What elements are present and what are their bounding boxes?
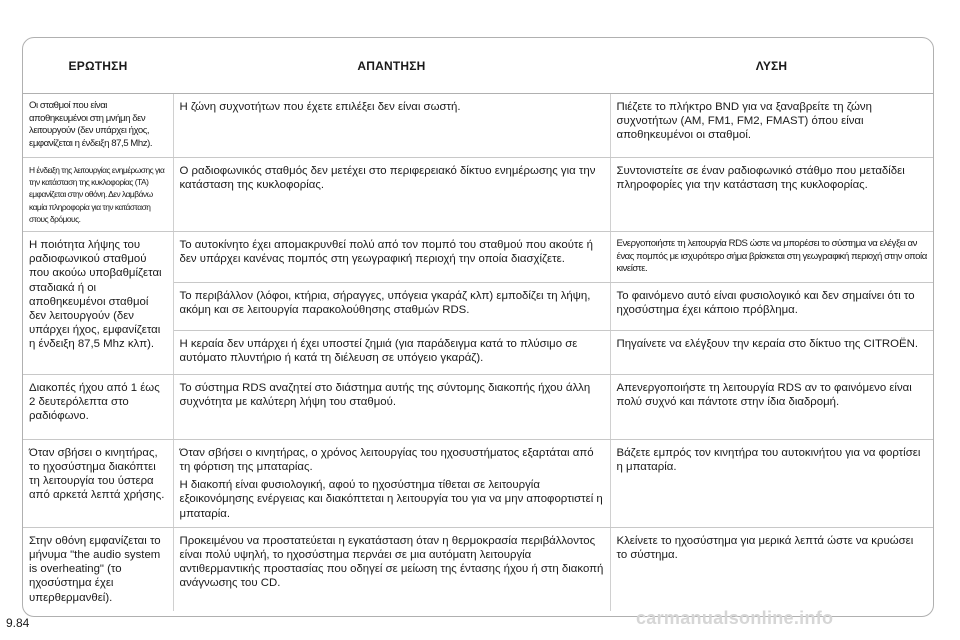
row-solution: Το φαινόμενο αυτό είναι φυσιολογικό και δεν σημαίνει ότι το ηχοσύστημα έχει κάποιο πρόβλημα. (610, 282, 933, 330)
table-row (23, 158, 933, 232)
row-answer: Ο ραδιοφωνικός σταθμός δεν μετέχει στο περιφερειακό δίκτυο ενημέρωσης για την κατάσταση της κυκλοφορίας. (173, 158, 610, 232)
table-row (23, 374, 933, 439)
row-answer: Προκειμένου να προστατεύεται η εγκατάσταση όταν η θερμοκρασία περιβάλλοντος είναι πολύ υψηλή, το ηχοσύστημα περνάει σε μια αυτόματη λειτουργία αντιθερμαντικής προστασίας που οδηγεί σε μείωση της έντασης ήχου ή στη διακοπή ανάγνωσης του CD. (173, 527, 610, 611)
table-header-row (23, 38, 933, 94)
page-number: 9.84 (6, 616, 30, 630)
row-answer-paragraph: Όταν σβήσει ο κινητήρας, ο χρόνος λειτουργίας του ηχοσυστήματος εξαρτάται από τη φόρτιση της μπαταρίας. (179, 446, 594, 473)
table-row (23, 94, 933, 158)
row-answer: Το αυτοκίνητο έχει απομακρυνθεί πολύ από τον πομπό του σταθμού που ακούτε ή δεν υπάρχει κανένας πομπός στη γεωγραφική περιοχή την οποία διασχίζετε. (173, 232, 610, 283)
row-answer: Η ζώνη συχνοτήτων που έχετε επιλέξει δεν είναι σωστή. (173, 94, 610, 158)
table-row (23, 232, 933, 283)
table-row (23, 527, 933, 611)
troubleshooting-table (23, 38, 933, 611)
row-solution: Κλείνετε το ηχοσύστημα για μερικά λεπτά ώστε να κρυώσει το σύστημα. (616, 534, 914, 562)
table-row (23, 439, 933, 527)
row-solution: Πιέζετε το πλήκτρο BND για να ξαναβρείτε τη ζώνη συχνοτήτων (AM, FM1, FM2, FMAST) όπου είναι αποθηκευμένοι οι σταθμοί. (610, 94, 933, 158)
row-answer: Η κεραία δεν υπάρχει ή έχει υποστεί ζημιά (για παράδειγμα κατά το πλύσιμο σε αυτόματο πλυντήριο ή κατά τη διέλευση σε υπόγειο γκαράζ). (173, 330, 610, 374)
row-question: Όταν σβήσει ο κινητήρας, το ηχοσύστημα διακόπτει τη λειτουργία του ύστερα από αρκετά λεπτά χρήσης. (23, 439, 173, 527)
row-question: Η ένδειξη της λειτουργίας ενημέρωσης για την κατάσταση της κυκλοφορίας (TA) εμφανίζεται στην οθόνη. Δεν λαμβάνω καμία πληροφορία για την κατάσταση στους δρόμους. (23, 158, 173, 232)
row-question: Οι σταθμοί που είναι αποθηκευμένοι στη μνήμη δεν λειτουργούν (δεν υπάρχει ήχος, εμφανίζεται η ένδειξη 87,5 Mhz). (23, 94, 173, 158)
row-answer (173, 439, 610, 527)
row-question: Η ποιότητα λήψης του ραδιοφωνικού σταθμού που ακούω υποβαθμίζεται σταδιακά ή οι αποθηκευμένοι σταθμοί δεν λειτουργούν (δεν υπάρχει ήχος, εμφανίζεται η ένδειξη 87,5 Mhz κλπ). (23, 232, 173, 375)
row-solution: Βάζετε εμπρός τον κινητήρα του αυτοκινήτου για να φορτίσει η μπαταρία. (610, 439, 933, 527)
header-answer: ΑΠΑΝΤΗΣΗ (173, 38, 610, 94)
row-question: Διακοπές ήχου από 1 έως 2 δευτερόλεπτα στο ραδιόφωνο. (23, 374, 173, 439)
row-solution: Πηγαίνετε να ελέγξουν την κεραία στο δίκτυο της CITROËN. (610, 330, 933, 374)
row-answer-paragraph: Η διακοπή είναι φυσιολογική, αφού το ηχοσύστημα τίθεται σε λειτουργία εξοικονόμησης ενέργειας και διακόπτεται η λειτουργία του για να μην αποφορτιστεί η μπαταρία. (179, 479, 603, 520)
row-solution: Απενεργοποιήστε τη λειτουργία RDS αν το φαινόμενο είναι πολύ συχνό και πάντοτε στην ίδια διαδρομή. (610, 374, 933, 439)
header-solution: ΛΥΣΗ (610, 38, 933, 94)
row-solution: Ενεργοποιήστε τη λειτουργία RDS ώστε να μπορέσει το σύστημα να ελέγξει αν ένας πομπός με ισχυρότερο σήμα βρίσκεται στη γεωγραφική περιοχή στην οποία κινείστε. (610, 232, 933, 283)
row-answer: Το περιβάλλον (λόφοι, κτήρια, σήραγγες, υπόγεια γκαράζ κλπ) εμποδίζει τη λήψη, ακόμη και σε λειτουργία παρακολούθησης σταθμών RDS. (173, 282, 610, 330)
watermark: carmanualsonline.info (636, 608, 834, 628)
row-solution: Συντονιστείτε σε έναν ραδιοφωνικό στάθμο που μεταδίδει πληροφορίες για την κατάσταση της κυκλοφορίας. (610, 158, 933, 232)
troubleshooting-table-frame (22, 37, 934, 617)
row-answer: Το σύστημα RDS αναζητεί στο διάστημα αυτής της σύντομης διακοπής ήχου άλλη συχνότητα με καλύτερη λήψη του σταθμού. (173, 374, 610, 439)
row-question: Στην οθόνη εμφανίζεται το μήνυμα "the audio system is overheating" (το ηχοσύστημα έχει υπερθερμανθεί). (23, 527, 173, 611)
header-question: ΕΡΩΤΗΣΗ (23, 38, 173, 94)
